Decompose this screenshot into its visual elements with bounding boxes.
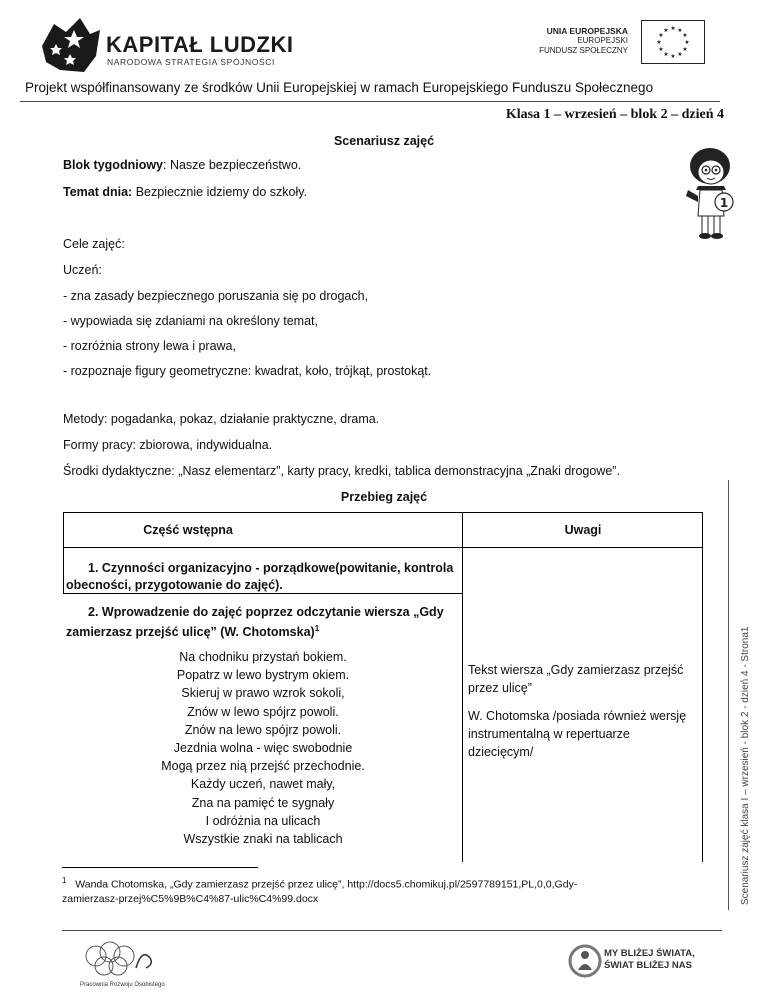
table-header-border [63,547,703,548]
poem-line: Mogą przez nią przejść przechodnie. [161,759,365,774]
step-1-line-1: 1. Czynności organizacyjno - porządkowe(powitanie, kontrola [88,561,454,575]
poem-line: Jezdnia wolna - więc swobodnie [173,741,353,756]
footer-divider [62,930,722,931]
poem-line: Znów w lewo spójrz powoli. [187,704,339,719]
poem-line: Skieruj w prawo wzrok sokoli, [181,686,345,701]
footnote-text: Wanda Chotomska, „Gdy zamierzasz przejść przez ulicę”, http://docs5.chomikuj.pl/2597789151,PL,0,0,Gdy- [75,878,578,891]
kapital-ludzki-logo-icon [40,16,102,74]
kapital-ludzki-title: KAPITAŁ LUDZKI [106,32,294,57]
table-header-notes: Uwagi [564,523,602,537]
mbs-line-1: MY BLIŻEJ ŚWIATA, [604,948,695,959]
side-page-footer: Scenariusz zajęć klasa I – wrzesień - blok 2 - dzień 4 - Strona1 [740,626,751,905]
poem-line: Każdy uczeń, nawet mały, [190,777,336,792]
footnote-mark: 1 [62,876,67,885]
note-instrumental: W. Chotomska /posiada również wersję instrumentalną w repertuarze dziecięcym/ [468,709,687,759]
weekly-block-value: : Nasze bezpieczeństwo. [163,158,302,172]
footnote-divider [62,867,258,868]
eu-union-label: UNIA EUROPEJSKA [546,26,628,36]
teaching-aids-line: Środki dydaktyczne: „Nasz elementarz”, karty pracy, kredki, tablica demonstracyjna „Znaki drogowe”. [63,464,620,478]
people-circle-icon [568,944,602,978]
footnote-reference: 1 [314,624,320,633]
footnote [62,874,722,906]
svg-text:★: ★ [682,32,688,39]
svg-text:★: ★ [670,53,676,60]
poem [66,648,460,848]
poem-line: Popatrz w lewo bystrym okiem. [176,668,350,683]
header-divider [20,101,720,102]
table-row-border [63,593,463,594]
side-divider [728,480,729,910]
svg-text:★: ★ [677,51,683,58]
table-right-border [702,512,703,862]
svg-text:★: ★ [684,39,690,46]
step-1-line-2: obecności, przygotowanie do zajęć). [66,578,283,592]
day-topic-label: Temat dnia: [63,185,133,199]
pupil-heading: Uczeń: [63,263,102,277]
step-2-line-1: 2. Wprowadzenie do zajęć poprzez odczytanie wiersza „Gdy [88,605,444,619]
methods-line: Metody: pogadanka, pokaz, działanie praktyczne, drama. [63,412,380,426]
svg-text:★: ★ [670,25,676,32]
eu-flag-icon [641,20,705,64]
goal-item: - rozróżnia strony lewa i prawa, [63,339,236,353]
table-column-divider [462,512,463,862]
scenario-title: Scenariusz zajęć [333,134,435,148]
footnote-line-2: zamierzasz-przej%C5%9B%C4%87-ulic%C4%99.docx [62,892,319,905]
my-blizej-swiata-logo [604,948,695,972]
note-poem-text: Tekst wiersza „Gdy zamierzasz przejść przez ulicę” [468,663,684,695]
goal-item: - rozpoznaje figury geometryczne: kwadrat, koło, trójkąt, prostokąt. [63,364,432,378]
weekly-block-label: Blok tygodniowy [63,158,163,172]
table-header-intro-part: Część wstępna [143,523,233,537]
weekly-block-line [63,157,301,173]
goal-item: - zna zasady bezpiecznego poruszania się po drogach, [63,289,369,303]
class-block-day-heading: Klasa 1 – wrzesień – blok 2 – dzień 4 [505,107,724,122]
eu-european-label: EUROPEJSKI [577,36,628,45]
eu-fund-label [539,26,628,56]
day-topic-line [63,184,307,200]
goal-item: - wypowiada się zdaniami na określony temat, [63,314,318,328]
poem-line: I odróżnia na ulicach [205,813,321,828]
svg-text:★: ★ [656,39,662,46]
footnote-line-1 [62,874,722,892]
table-left-border [63,547,64,593]
day-topic-value: Bezpiecznie idziemy do szkoły. [132,185,308,199]
self-caption: Pracownia Rozwoju Osobistego [80,982,165,988]
pupil-mascot-icon [684,146,740,240]
step-2-line-2 [66,621,319,640]
svg-text:★: ★ [658,46,664,53]
svg-text:★: ★ [677,27,683,34]
poem-line: Zna na pamięć te sygnały [191,795,335,810]
step-2-text: zamierzasz przejść ulicę” (W. Chotomska) [66,625,315,640]
mbs-line-2: ŚWIAT BLIŻEJ NAS [604,960,692,971]
table-top-border [63,512,703,513]
notes-column [468,661,698,771]
kapital-ludzki-subtitle: NARODOWA STRATEGIA SPÓJNOŚCI [107,57,275,67]
svg-text:★: ★ [663,27,669,34]
eu-social-fund-label: FUNDUSZ SPOŁECZNY [539,46,628,55]
poem-line: Znów na lewo spójrz powoli. [184,722,342,737]
lesson-course-heading: Przebieg zajęć [340,490,428,504]
work-forms-line: Formy pracy: zbiorowa, indywidualna. [63,438,273,452]
mascot-number: 1 [719,196,729,210]
svg-text:★: ★ [682,46,688,53]
self-logo-icon [80,938,160,988]
goals-heading: Cele zajęć: [63,237,125,251]
project-cofinancing-line: Projekt współfinansowany ze środków Unii Europejskiej w ramach Europejskiego Funduszu Społecznego [25,80,654,95]
poem-line: Wszystkie znaki na tablicach [183,832,343,847]
svg-text:★: ★ [663,51,669,58]
poem-line: Na chodniku przystań bokiem. [179,650,347,664]
svg-text:★: ★ [658,32,664,39]
